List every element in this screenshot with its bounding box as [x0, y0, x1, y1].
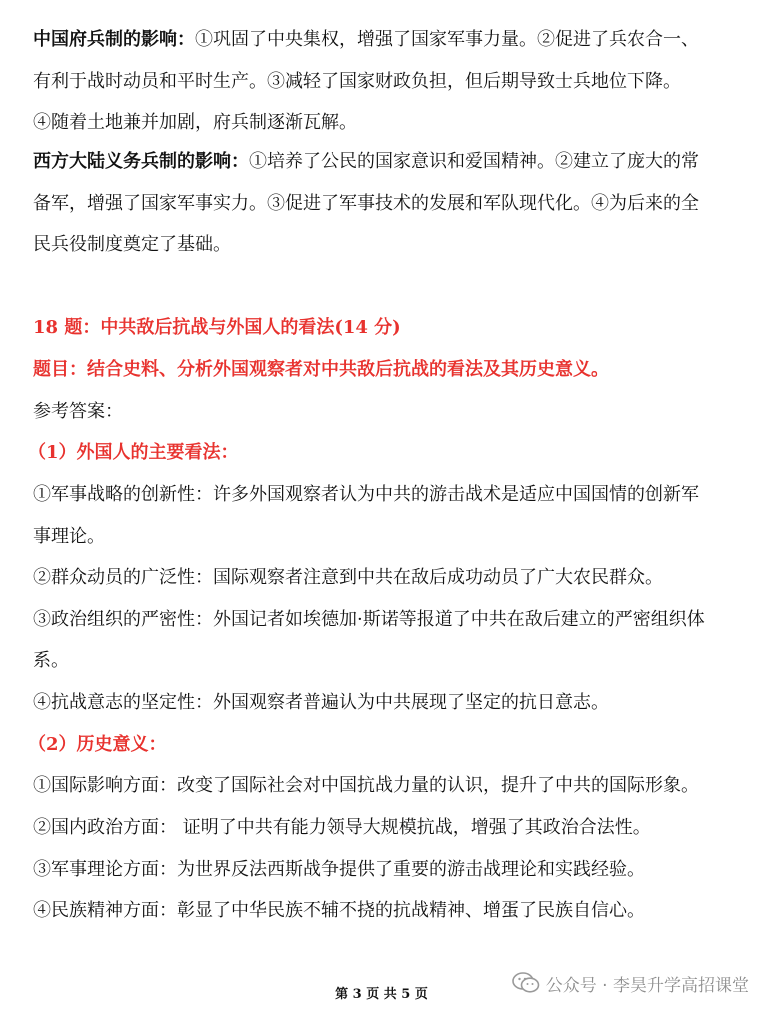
- western-line-3: 民兵役制度奠定了基础。: [33, 234, 231, 255]
- part1-line-6: ④抗战意志的坚定性：外国观察者普遍认为中共展现了坚定的抗日意志。: [33, 692, 609, 713]
- part2-line-4: ④民族精神方面：彰显了中华民族不辅不挠的抗战精神、增蛋了民族自信心。: [33, 900, 645, 921]
- part2-line-1: ①国际影响方面：改变了国际社会对中国抗战力量的认识，提升了中共的国际形象。: [33, 775, 699, 796]
- watermark: [512, 970, 749, 996]
- part1-line-3: ②群众动员的广泛性：国际观察者注意到中共在敌后成功动员了广大农民群众。: [33, 567, 663, 588]
- fubing-title: 中国府兵制的影响：: [33, 29, 195, 50]
- fubing-line-3: ④随着土地兼并加剧，府兵制逐渐瓦解。: [33, 112, 357, 133]
- wechat-icon: [512, 972, 540, 994]
- fubing-text-1: ①巩固了中央集权，增强了国家军事力量。②促进了兵农合一、: [195, 29, 699, 50]
- part1-line-5: 系。: [33, 650, 69, 671]
- part1-title: （1）外国人的主要看法：: [28, 442, 239, 463]
- question-heading: 18 题：中共敌后抗战与外国人的看法(14 分): [33, 317, 401, 338]
- fubing-line-2: 有利于战时动员和平时生产。③减轻了国家财政负担，但后期导致士兵地位下降。: [33, 71, 681, 92]
- part1-line-2: 事理论。: [33, 526, 105, 547]
- part2-line-3: ③军事理论方面：为世界反法西斯战争提供了重要的游击战理论和实践经验。: [33, 859, 645, 880]
- western-text-1: ①培养了公民的国家意识和爱国精神。②建立了庞大的常: [249, 151, 699, 172]
- watermark-text: 公众号 · 李昊升学高招课堂: [545, 975, 749, 996]
- western-title: 西方大陆义务兵制的影响：: [33, 151, 249, 172]
- page-footer: 第 3 页 共 5 页: [335, 987, 428, 1002]
- part1-line-1: ①军事战略的创新性：许多外国观察者认为中共的游击战术是适应中国国情的创新军: [33, 484, 699, 505]
- part1-line-4: ③政治组织的严密性：外国记者如埃德加·斯诺等报道了中共在敌后建立的严密组织体: [33, 609, 705, 630]
- part2-line-2: ②国内政治方面： 证明了中共有能力领导大规模抗战，增强了其政治合法性。: [33, 817, 651, 838]
- part2-title: （2）历史意义：: [28, 734, 167, 755]
- fubing-line-1: [33, 28, 743, 52]
- question-prompt: 题目：结合史料、分析外国观察者对中共敌后抗战的看法及其历史意义。: [33, 359, 609, 380]
- western-line-1: [33, 150, 743, 174]
- answer-label: 参考答案：: [33, 401, 123, 422]
- western-line-2: 备军，增强了国家军事实力。③促进了军事技术的发展和军队现代化。④为后来的全: [33, 193, 699, 214]
